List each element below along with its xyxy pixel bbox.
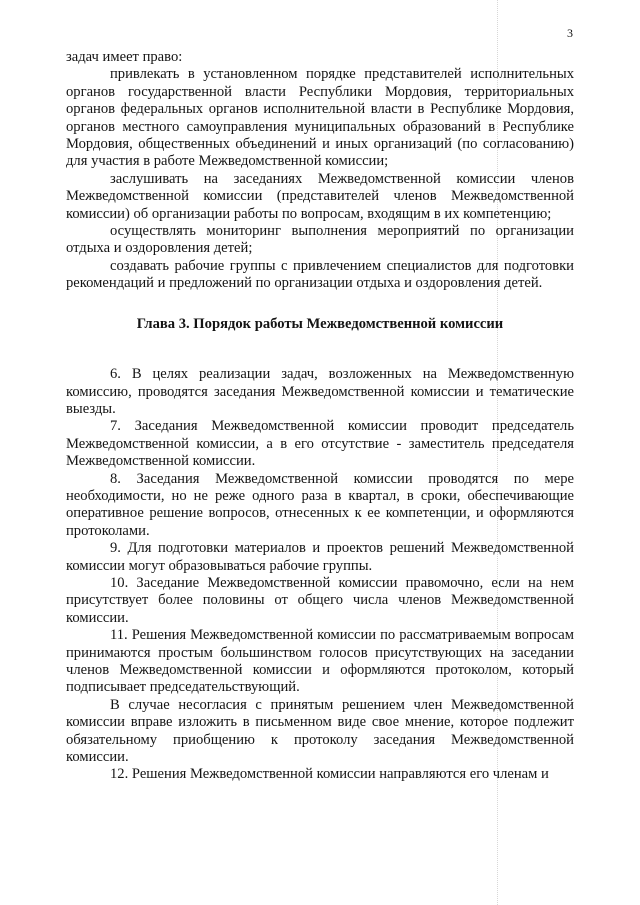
clause-9: 9. Для подготовки материалов и проектов решений Межведомственной комиссии могут образовываться рабочие группы. bbox=[66, 540, 574, 574]
paragraph-right-monitor: осуществлять мониторинг выполнения мероприятий по организации отдыха и оздоровления детей; bbox=[66, 223, 574, 257]
clause-11: 11. Решения Межведомственной комиссии по рассматриваемым вопросам принимаются простым большинством голосов присутствующих на заседании членов Межведомственной комиссии и оформляются протоколом, который подписывает председательствующий. bbox=[66, 627, 574, 696]
chapter-heading: Глава 3. Порядок работы Межведомственной комиссии bbox=[136, 315, 504, 332]
clause-12: 12. Решения Межведомственной комиссии направляются его членам и bbox=[110, 766, 549, 783]
clause-7: 7. Заседания Межведомственной комиссии проводит председатель Межведомственной комиссии, а в его отсутствие - заместитель председателя Межведомственной комиссии. bbox=[66, 418, 574, 470]
clause-10: 10. Заседание Межведомственной комиссии правомочно, если на нем присутствует более половины от общего числа членов Межведомственной комиссии. bbox=[66, 574, 574, 626]
paragraph-right-hear: заслушивать на заседаниях Межведомственной комиссии членов Межведомственной комиссии (представителей членов Межведомственной комиссии) об организации работы по вопросам, входящим в их компетенцию; bbox=[66, 170, 574, 222]
clause-11-dissent: В случае несогласия с принятым решением член Межведомственной комиссии вправе изложить в письменном виде свое мнение, которое подлежит обязательному приобщению к протоколу заседания Межведомственной комиссии. bbox=[66, 696, 574, 766]
document-body bbox=[66, 49, 574, 784]
paragraph-right-invite: привлекать в установленном порядке представителей исполнительных органов государственной власти Республики Мордовия, территориальных органов федеральных органов исполнительной власти в Республике Мордовия, органов местного самоуправления муниципальных образований в Республике Мордовия, общественных объединений и иных организаций (по согласованию) для участия в работе Межведомственной комиссии; bbox=[66, 66, 574, 170]
page-number: 3 bbox=[567, 26, 573, 40]
clause-6: 6. В целях реализации задач, возложенных на Межведомственную комиссию, проводятся заседания Межведомственной комиссии и тематические выезды. bbox=[66, 366, 574, 417]
clause-8: 8. Заседания Межведомственной комиссии проводятся по мере необходимости, но не реже одного раза в квартал, в сроки, обеспечивающие оперативное решение вопросов, отнесенных к ее компетенции, и оформляются протоколами. bbox=[66, 470, 574, 539]
paragraph-right-create-groups: создавать рабочие группы с привлечением специалистов для подготовки рекомендаций и предложений по организации отдыха и оздоровления детей. bbox=[66, 257, 574, 292]
paragraph-continuation: задач имеет право: bbox=[66, 49, 183, 65]
